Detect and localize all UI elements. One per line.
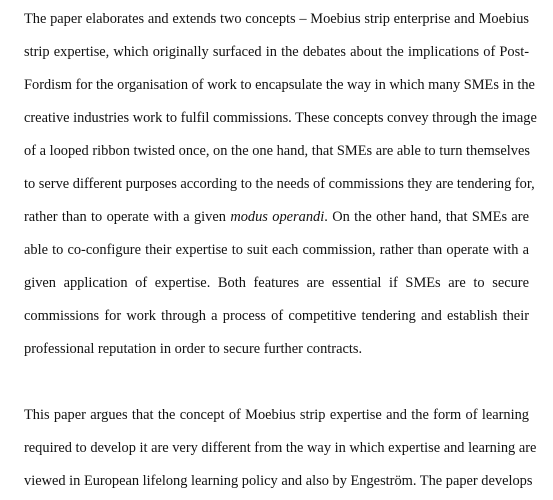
text-line: The paper elaborates and extends two concepts – Moebius strip enterprise and Moebius <box>24 11 529 27</box>
text-line: of a looped ribbon twisted once, on the one hand, that SMEs are able to turn themselves <box>24 143 530 159</box>
text-line: commissions for work through a process of competitive tendering and establish their <box>24 308 529 324</box>
text-segment: rather than to operate with a given <box>24 209 231 225</box>
text-line: able to co-configure their expertise to suit each commission, rather than operate with a <box>24 242 529 258</box>
text-line: professional reputation in order to secure further contracts. <box>24 341 363 357</box>
italic-term: modus operandi <box>230 209 325 225</box>
text-line: Fordism for the organisation of work to encapsulate the way in which many SMEs in the <box>24 77 535 93</box>
text-line: required to develop it are very different from the way in which expertise and learning are <box>24 440 537 456</box>
text-line: viewed in European lifelong learning policy and also by Engeström. The paper develops <box>24 473 533 489</box>
text-line: given application of expertise. Both features are essential if SMEs are to secure <box>24 275 529 291</box>
text-line: This paper argues that the concept of Moebius strip expertise and the form of learning <box>24 407 529 423</box>
text-line <box>24 208 529 226</box>
text-line: creative industries work to fulfil commissions. These concepts convey through the image <box>24 110 537 126</box>
text-line: strip expertise, which originally surfaced in the debates about the implications of Post- <box>24 44 529 60</box>
text-segment: . On the other hand, that SMEs are <box>324 209 529 225</box>
text-line: to serve different purposes according to the needs of commissions they are tendering for, <box>24 176 535 192</box>
